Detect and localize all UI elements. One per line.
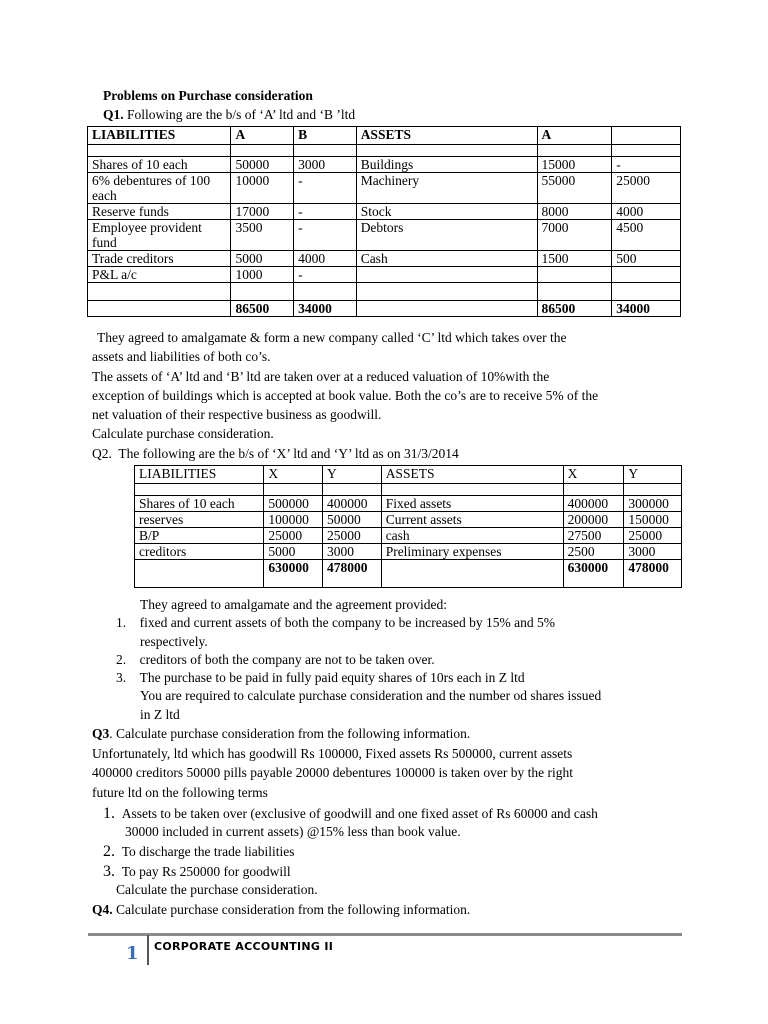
cell: 5000 (231, 251, 294, 267)
cell: 3000 (323, 544, 382, 560)
total-cell: 86500 (231, 301, 294, 317)
cell: creditors (135, 544, 264, 560)
q3-paragraph: Unfortunately, ltd which has goodwill Rs 100000, Fixed assets Rs 500000, current assets (92, 746, 573, 761)
q1-totals-row (88, 301, 681, 317)
cell: Current assets (381, 512, 563, 528)
cell: cash (381, 528, 563, 544)
q1-paragraph: The assets of ‘A’ ltd and ‘B’ ltd are taken over at a reduced valuation of 10%with the (92, 369, 550, 384)
cell: 50000 (323, 512, 382, 528)
q4-intro (92, 902, 470, 918)
q1-balance-sheet (87, 126, 681, 317)
q1-table-header (88, 127, 681, 145)
table-row (88, 145, 681, 157)
cell (612, 283, 681, 301)
q2-intro (92, 446, 459, 462)
q1-paragraph: They agreed to amalgamate & form a new company called ‘C’ ltd which takes over the (97, 330, 567, 345)
q3-intro-text: . Calculate purchase consideration from the following information. (109, 726, 471, 741)
cell: 1000 (231, 267, 294, 283)
cell (624, 484, 682, 496)
cell: Stock (356, 204, 537, 220)
cell (612, 267, 681, 283)
list-item-text: To discharge the trade liabilities (121, 844, 295, 859)
q1-paragraph: net valuation of their respective business as goodwill. (92, 407, 382, 422)
total-cell: 478000 (323, 560, 382, 588)
cell (356, 267, 537, 283)
cell (294, 145, 357, 157)
total-cell: 34000 (294, 301, 357, 317)
footer-title: CORPORATE ACCOUNTING II (154, 940, 334, 953)
header-cell: LIABILITIES (135, 466, 264, 484)
cell: 25000 (612, 173, 681, 204)
cell: 500000 (264, 496, 323, 512)
list-item: 3. To pay Rs 250000 for goodwill (103, 863, 291, 880)
q2-tail: You are required to calculate purchase consideration and the number od shares issued (140, 688, 602, 703)
cell (612, 145, 681, 157)
list-item-text: To pay Rs 250000 for goodwill (121, 864, 291, 879)
table-row (135, 484, 682, 496)
page-number: 1 (126, 943, 139, 964)
table-row (135, 496, 682, 512)
cell: 300000 (624, 496, 682, 512)
header-cell: ASSETS (356, 127, 537, 145)
q4-intro-text: Calculate purchase consideration from the following information. (116, 902, 471, 917)
total-cell (381, 560, 563, 588)
table-row (88, 204, 681, 220)
total-cell: 478000 (624, 560, 682, 588)
list-item: 2. creditors of both the company are not to be taken over. (116, 652, 435, 667)
header-cell: X (563, 466, 624, 484)
cell (356, 283, 537, 301)
header-cell: B (294, 127, 357, 145)
cell: 3000 (294, 157, 357, 173)
cell: 7000 (537, 220, 612, 251)
cell: 55000 (537, 173, 612, 204)
total-cell (88, 301, 231, 317)
header-cell: A (231, 127, 294, 145)
q1-label: Q1. (103, 107, 124, 122)
cell (381, 484, 563, 496)
cell: 5000 (264, 544, 323, 560)
q1-paragraph: assets and liabilities of both co’s. (92, 349, 271, 364)
q3-intro (92, 726, 470, 742)
total-cell: 34000 (612, 301, 681, 317)
cell: 27500 (563, 528, 624, 544)
cell: reserves (135, 512, 264, 528)
cell: Shares of 10 each (88, 157, 231, 173)
q3-paragraph: future ltd on the following terms (92, 785, 268, 800)
q3-tail: Calculate the purchase consideration. (116, 882, 318, 897)
cell (88, 283, 231, 301)
cell: Buildings (356, 157, 537, 173)
table-row (88, 173, 681, 204)
footer-divider (88, 933, 682, 936)
header-cell (612, 127, 681, 145)
cell: 17000 (231, 204, 294, 220)
cell: 25000 (264, 528, 323, 544)
table-row (88, 251, 681, 267)
page-title: Problems on Purchase consideration (103, 88, 313, 103)
cell: - (294, 267, 357, 283)
cell: 400000 (563, 496, 624, 512)
cell: 25000 (323, 528, 382, 544)
cell: - (294, 204, 357, 220)
cell: 100000 (264, 512, 323, 528)
q4-label: Q4. (92, 902, 113, 917)
cell: - (294, 173, 357, 204)
table-row (88, 283, 681, 301)
q3-label: Q3 (92, 726, 110, 741)
list-item: 1. fixed and current assets of both the company to be increased by 15% and 5% (116, 615, 555, 630)
cell: 3500 (231, 220, 294, 251)
cell (323, 484, 382, 496)
cell (294, 283, 357, 301)
list-item: 3. The purchase to be paid in fully paid equity shares of 10rs each in Z ltd (116, 670, 525, 685)
footer-vertical-divider (147, 935, 149, 965)
table-row (88, 220, 681, 251)
header-cell: ASSETS (381, 466, 563, 484)
cell: P&L a/c (88, 267, 231, 283)
q3-paragraph: 400000 creditors 50000 pills payable 20000 debentures 100000 is taken over by the right (92, 765, 574, 780)
list-item: 2. To discharge the trade liabilities (103, 843, 295, 860)
cell: Cash (356, 251, 537, 267)
cell: 3000 (624, 544, 682, 560)
cell: 10000 (231, 173, 294, 204)
list-item-text: fixed and current assets of both the company to be increased by 15% and 5% (139, 615, 555, 630)
cell (88, 145, 231, 157)
q1-intro-text: Following are the b/s of ‘A’ ltd and ‘B ’ltd (127, 107, 356, 122)
total-cell (356, 301, 537, 317)
cell (231, 145, 294, 157)
cell: 4000 (294, 251, 357, 267)
cell: 1500 (537, 251, 612, 267)
cell (264, 484, 323, 496)
cell: Shares of 10 each (135, 496, 264, 512)
cell: 200000 (563, 512, 624, 528)
q2-intro-text: The following are the b/s of ‘X’ ltd and ‘Y’ ltd as on 31/3/2014 (118, 446, 459, 461)
cell (231, 283, 294, 301)
cell (135, 484, 264, 496)
cell: Machinery (356, 173, 537, 204)
q2-paragraph: They agreed to amalgamate and the agreement provided: (140, 597, 447, 612)
cell (563, 484, 624, 496)
q2-balance-sheet (134, 465, 682, 588)
table-row (135, 512, 682, 528)
header-cell: Y (624, 466, 682, 484)
header-cell: A (537, 127, 612, 145)
list-item-text: The purchase to be paid in fully paid equity shares of 10rs each in Z ltd (139, 670, 525, 685)
q2-tail: in Z ltd (140, 707, 180, 722)
cell: 400000 (323, 496, 382, 512)
cell: 2500 (563, 544, 624, 560)
cell (537, 267, 612, 283)
header-cell: X (264, 466, 323, 484)
cell: B/P (135, 528, 264, 544)
total-cell: 630000 (264, 560, 323, 588)
list-item-text: Assets to be taken over (exclusive of goodwill and one fixed asset of Rs 60000 and cash (121, 806, 598, 821)
cell (537, 283, 612, 301)
total-cell: 630000 (563, 560, 624, 588)
q2-label: Q2. (92, 446, 112, 461)
list-item-continuation: respectively. (140, 634, 208, 649)
cell: - (612, 157, 681, 173)
cell: 25000 (624, 528, 682, 544)
list-item: 1. Assets to be taken over (exclusive of goodwill and one fixed asset of Rs 60000 and cash (103, 805, 598, 822)
list-item-continuation: 30000 included in current assets) @15% less than book value. (125, 824, 461, 839)
cell: - (294, 220, 357, 251)
cell: 4000 (612, 204, 681, 220)
cell: 50000 (231, 157, 294, 173)
list-item-text: creditors of both the company are not to be taken over. (139, 652, 435, 667)
q1-paragraph: Calculate purchase consideration. (92, 426, 274, 441)
cell: 150000 (624, 512, 682, 528)
cell: 500 (612, 251, 681, 267)
total-cell: 86500 (537, 301, 612, 317)
cell: 15000 (537, 157, 612, 173)
table-row (135, 544, 682, 560)
q1-paragraph: exception of buildings which is accepted at book value. Both the co’s are to receive 5% of the (92, 388, 599, 403)
cell: Reserve funds (88, 204, 231, 220)
table-row (88, 267, 681, 283)
q1-intro (103, 107, 355, 123)
header-cell: LIABILITIES (88, 127, 231, 145)
table-row (88, 157, 681, 173)
cell: 8000 (537, 204, 612, 220)
cell (537, 145, 612, 157)
table-row (135, 528, 682, 544)
q2-table-header (135, 466, 682, 484)
cell: Employee provident fund (88, 220, 231, 251)
cell: Trade creditors (88, 251, 231, 267)
header-cell: Y (323, 466, 382, 484)
q2-totals-row (135, 560, 682, 588)
cell (356, 145, 537, 157)
cell: Fixed assets (381, 496, 563, 512)
total-cell (135, 560, 264, 588)
cell: 4500 (612, 220, 681, 251)
cell: 6% debentures of 100 each (88, 173, 231, 204)
cell: Debtors (356, 220, 537, 251)
cell: Preliminary expenses (381, 544, 563, 560)
